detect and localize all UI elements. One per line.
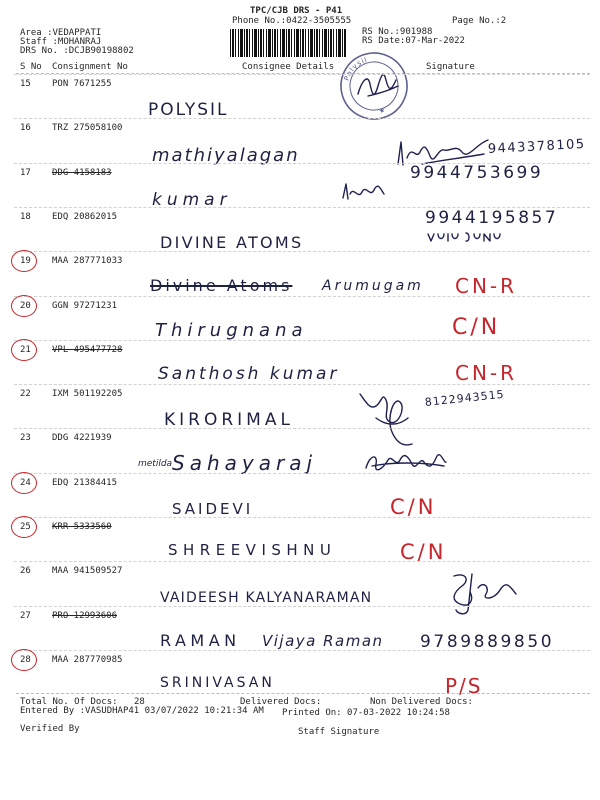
serial-number: 23 — [20, 433, 31, 444]
consignee-name: Divine Atoms — [150, 276, 293, 296]
row-divider — [14, 296, 590, 297]
serial-number: 25 — [20, 522, 31, 532]
verified-by-label: Verified By — [20, 724, 80, 734]
table-row — [0, 522, 600, 566]
row-divider — [14, 340, 590, 341]
table-row — [0, 566, 600, 610]
consignee-name: Thirugnana — [155, 319, 308, 341]
total-docs-label: Total No. Of Docs: — [20, 697, 118, 707]
table-row — [0, 256, 600, 300]
consignee-name-extra: Arumugam — [322, 278, 424, 295]
table-row — [0, 345, 600, 389]
consignment-number: VPL 495477728 — [52, 344, 123, 355]
svg-text:★: ★ — [377, 105, 387, 116]
consignee-name: mathiyalagan — [152, 145, 300, 167]
table-row — [0, 207, 600, 256]
receiver-phone: 9944753699 — [410, 162, 544, 183]
serial-number: 16 — [20, 123, 31, 134]
phone-number: Phone No.:0422-3505555 — [232, 16, 352, 26]
serial-number: 15 — [20, 79, 31, 89]
printed-on: Printed On: 07-03-2022 10:24:58 — [282, 708, 450, 718]
non-delivered-docs-label: Non Delivered Docs: — [370, 697, 473, 707]
delivery-status: CN-R — [455, 274, 518, 299]
row-divider — [14, 118, 590, 119]
delivery-status: P/S — [445, 673, 483, 698]
consignment-number: MAA 941509527 — [52, 566, 123, 577]
consignment-number: PON 7671255 — [52, 79, 112, 89]
rs-number: RS No.:901988 — [362, 27, 433, 37]
row-divider — [14, 473, 590, 474]
consignment-number: KRR 5333560 — [52, 522, 112, 532]
drs-number: DRS No. :DCJB90198802 — [20, 46, 134, 56]
consignee-prefix: metilda — [138, 459, 173, 470]
row-divider — [14, 384, 590, 385]
delivery-status: C/N — [452, 314, 501, 340]
staff-field: Staff :MOHANRAJ — [20, 37, 102, 47]
row-divider — [14, 251, 590, 252]
consignment-number: DDG 4158183 — [52, 167, 112, 178]
row-divider — [14, 561, 590, 562]
delivered-docs-label: Delivered Docs: — [240, 697, 322, 707]
row-divider — [14, 650, 590, 651]
consignee-name: RAMAN — [160, 630, 241, 650]
serial-number: 28 — [20, 654, 31, 665]
consignment-number: MAA 287771033 — [52, 256, 123, 267]
table-row — [0, 433, 600, 477]
page-number: Page No.:2 — [452, 16, 507, 26]
consignee-name: kumar — [152, 189, 232, 210]
consignment-number: IXM 501192205 — [52, 389, 123, 400]
serial-number: 26 — [20, 566, 31, 577]
row-divider — [14, 428, 590, 429]
column-header-sno: S No — [20, 62, 42, 72]
consignment-number: GGN 97271231 — [52, 300, 118, 311]
receiver-phone: 9443378105 — [487, 137, 586, 158]
consignee-name: VAIDEESH KALYANARAMAN — [160, 590, 373, 607]
consignee-name: POLYSIL — [148, 100, 229, 120]
consignment-number: EDQ 21384415 — [52, 477, 118, 488]
consignee-name: Santhosh kumar — [158, 363, 340, 384]
table-row — [0, 79, 600, 123]
consignment-number: PRO 12993606 — [52, 610, 118, 621]
entered-by: Entered By :VASUDHAP41 03/07/2022 10:21:34 AM — [20, 706, 264, 716]
staff-signature-label: Staff Signature — [298, 727, 380, 737]
delivery-status: CN-R — [455, 360, 518, 385]
column-header-consignee: Consignee Details — [242, 62, 335, 72]
serial-number: 22 — [20, 389, 31, 400]
column-header-consignment: Consignment No — [52, 62, 128, 72]
consignee-name-extra: Vijaya Raman — [262, 631, 384, 650]
table-row — [0, 611, 600, 655]
serial-number: 27 — [20, 610, 31, 621]
column-header-signature: Signature — [426, 62, 475, 72]
serial-number: 21 — [20, 344, 31, 355]
footer-divider — [16, 693, 590, 694]
table-row — [0, 389, 600, 433]
delivery-status: C/N — [400, 540, 447, 564]
document-title: TPC/CJB DRS - P41 — [250, 6, 343, 16]
consignee-name: SRINIVASAN — [160, 674, 275, 691]
barcode — [230, 29, 346, 57]
row-divider — [14, 606, 590, 607]
serial-number: 19 — [20, 256, 31, 267]
serial-number: 24 — [20, 477, 31, 488]
serial-number: 18 — [20, 211, 31, 222]
consignee-name: DIVINE ATOMS — [160, 232, 304, 252]
receiver-phone: 8122943515 — [424, 387, 506, 410]
consignment-number: EDQ 20862015 — [52, 211, 118, 222]
serial-number: 20 — [20, 300, 31, 311]
table-row — [0, 162, 600, 212]
delivery-status: C/N — [390, 494, 437, 519]
table-row — [0, 123, 600, 167]
receiver-phone: 9944195857 — [425, 207, 559, 228]
consignment-number: TRZ 275058100 — [52, 123, 123, 134]
rs-date: RS Date:07-Mar-2022 — [362, 36, 465, 46]
consignee-name: SAIDEVI — [172, 499, 254, 518]
consignment-number: MAA 287770985 — [52, 654, 123, 665]
row-divider — [14, 517, 590, 518]
consignee-name: Sahayaraj — [172, 451, 318, 476]
row-divider — [14, 74, 590, 75]
table-row — [0, 478, 600, 522]
area-field: Area :VEDAPPATI — [20, 28, 102, 38]
consignment-number: DDG 4221939 — [52, 433, 112, 444]
total-docs-value: 28 — [134, 697, 145, 707]
consignee-name: KIRORIMAL — [164, 410, 294, 431]
stamp-text: Polysil — [342, 55, 369, 82]
receiver-phone: 9789889850 — [420, 631, 555, 652]
consignee-name: SHREEVISHNU — [168, 541, 337, 559]
table-row — [0, 301, 600, 345]
serial-number: 17 — [20, 167, 31, 178]
